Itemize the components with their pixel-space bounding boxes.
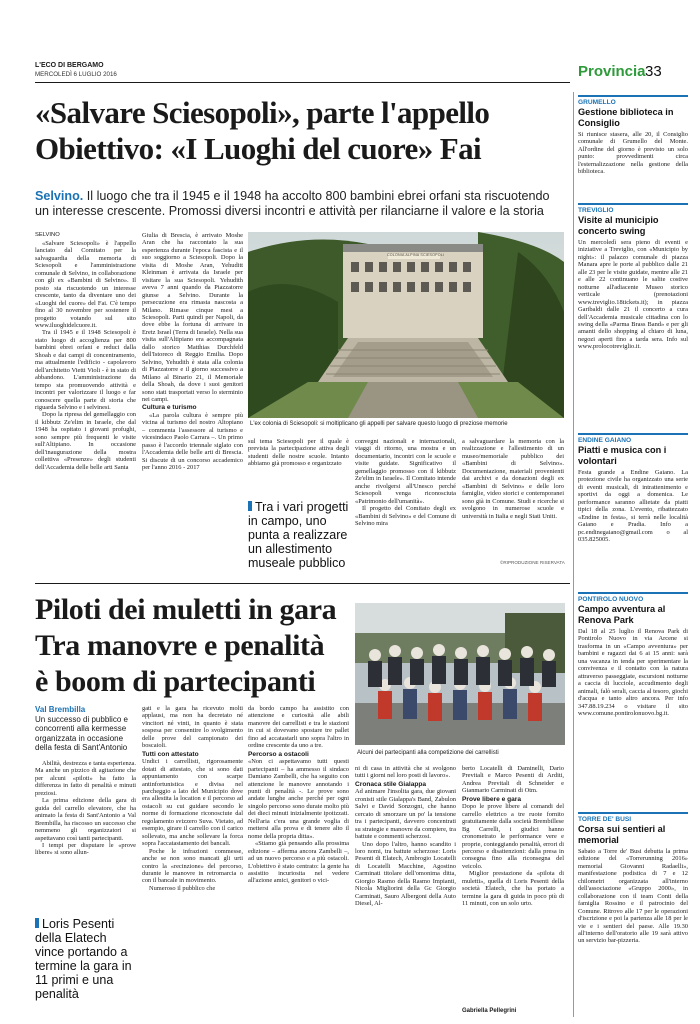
article2-headline-line3: è boom di partecipanti xyxy=(35,665,316,698)
a2c5-p3: Miglior prestazione da «pilota di muletti», quella di Loris Pesenti della società Elatech, che ha portato a termine la gara di guida in poco più di 11 minuti, con un solo urto. xyxy=(462,870,564,908)
article1-standfirst xyxy=(35,189,565,219)
sidebar-item-pontirolo-nuovo xyxy=(578,592,688,717)
masthead-rule xyxy=(35,82,570,83)
article1-pull-quote xyxy=(248,500,349,570)
a2c4-p2: Ad animare l'insolita gara, due giovani cronisti stile Gialappa's Band, Zabulon Salvi e David Sonzogni, che hanno cercato di smorzare un po' la tensione tra i partecipanti, davvero concentrati su strategie e manovre da compiere, tra battute e commenti scherzosi. xyxy=(355,788,456,841)
sidebar-label: ENDINE GAIANO xyxy=(578,433,688,444)
pull-quote-marker-2 xyxy=(35,918,39,928)
article1-headline-line1: «Salvare Sciesopoli», parte l'appello xyxy=(35,95,490,130)
sciesopoli-photo-caption: L'ex colonia di Sciesopoli: si moltiplicano gli appelli per salvare questo luogo di preziose memorie xyxy=(250,421,508,427)
pull-quote-text: Tra i vari progetti in campo, uno punta a realizzare un allestimento museale pubblico xyxy=(248,500,349,570)
sidebar-item-torre-de-busi xyxy=(578,812,688,945)
article1-column-1 xyxy=(35,240,136,565)
a2c4-p1: ni di casa in attività che si svolgono tutti i giorni nel loro posti di lavoro». xyxy=(355,765,456,780)
a2c3-p1: da bordo campo ha assistito con attenzione e curiosità alle abili manovre dei carrellisti e tra le stazioni in cui si dovevano spostare tre pallet fino ad accatastarli uno sopra l'altro in ordine crescente da uno a tre. xyxy=(248,705,349,750)
article1-column-5 xyxy=(462,438,564,558)
article2-pull-quote xyxy=(35,917,136,1001)
sidebar-body: Sabato a Torre de' Busi debutta la prima edizione del «Torrerunning 2016» memorial Giovanni Radaelli», manifestazione podistica di 7 e 12 chilometri organizzata all'interno dell'associazione «Gruppo 2000», in collaborazione con il team Conti della famiglia Rossino e il patrocinio del Comune. Ritrovo alle 17 per le operazioni d'iscrizione e poi la partenza alle 18 per le vie e i sentieri del paese. Alle 19.30 all'interno dell'oratorio alle 19 sarà attivo un servizio bar-pizzeria. xyxy=(578,848,688,945)
article2-column-3 xyxy=(248,705,349,1015)
article2-place: Val Brembilla xyxy=(35,705,86,714)
sidebar-title: Piatti e musica con i volontari xyxy=(578,445,667,466)
a2c2-p2: Undici i carrellisti, rigorosamente dotati di attestato, che si sono dati appuntamento con scarpe antinfortunistica e divisa nel parcheggio a lato del Municipio dove era allestita la location e il percorso ad ostacoli su cui guidare secondo le norme di formazione riconosciute dal regolamento svizzero Suva. Vietato, ad esempio, girare il carrello con il carico sollevato, ma anche sollevare la forca sopra l'accatastamento dei bancali. xyxy=(142,758,243,848)
section-name: Provincia xyxy=(578,63,646,80)
sidebar-item-treviglio xyxy=(578,203,688,351)
sidebar-label: PONTIROLO NUOVO xyxy=(578,592,688,603)
sidebar-title: Visite al municipio concerto swing xyxy=(578,215,659,236)
a1c1-p1: «Salvare Sciesopoli» è l'appello lanciato dal Comitato per la salvaguardia della memoria di Sciesopoli e l'amministrazione comunale di Selvino, in collaborazione con gli ex «Bambini di Selvino». Il posto sta riscuotendo un interesse crescente, tanto da diventare uno dei «Luoghi del cuore» del Fai. C'è tempo fino al 30 novembre per sostenere il progetto votando sul sito www.iluoghidelcuore.it. xyxy=(35,240,136,329)
article2-headline-line1: Piloti dei muletti in gara xyxy=(35,593,337,626)
sidebar-title: Campo avventura al Renova Park xyxy=(578,604,666,625)
article2-byline: Gabriella Pellegrini xyxy=(462,1008,517,1014)
sidebar-divider xyxy=(573,92,574,1017)
participants-group-image xyxy=(355,603,565,745)
article1-column-3 xyxy=(248,438,349,468)
a1c1-p2: Tra il 1945 e il 1948 Sciesopoli è stato luogo di accoglienza per 800 bambini ebrei orfani e reduci dalla Shoah e dai campi di concentramento, ma attualmente l'edificio - capolavoro dell'architetto Vietti Violi - è in stato di abbandono. L'amministrazione da tempo sta promuovendo attività e incontri per valorizzare il luogo e far conoscere quella parte di storia che riguarda Selvino e i selvinesi. xyxy=(35,329,136,411)
a2c5-p1: berto Locatelli di Daminelli, Dario Previtali e Marco Pesenti di Arditi, Andrea Previtali di Schneider e Gianmario Carminati di Otm. xyxy=(462,765,564,795)
sidebar-label: TORRE DE' BUSI xyxy=(578,812,688,823)
a1c1-p3: Dopo la ripresa del gemellaggio con il kibbutz Ze'elim in Israele, che dal 1948 ha ospitato i giovani profughi, sono sempre più frequenti le visite sull'Altipiano. In occasione dell'inaugurazione della mostra collettiva «Presenze» degli studenti dell'Accademia delle belle arti Santa xyxy=(35,411,136,471)
paper-name: L'ECO DI BERGAMO xyxy=(35,62,104,69)
a1c2-p2: «La parola cultura è sempre più vicina al turismo del nostro Altopiano – commenta l'assessore al turismo e vicesindaco Paolo Carrara –. Un primo passo è l'accordo triennale siglato con l'Accademia delle belle arti di Brescia. Si discute di un concorso accademico per l'anno 2016 - 2017 xyxy=(142,411,243,472)
building-sign: COLONIA ALPINA SCIESOPOLI xyxy=(387,253,445,257)
sidebar-item-endine-gaiano xyxy=(578,433,688,544)
a2c5-subhead: Prove libere e gara xyxy=(462,795,522,803)
sciesopoli-building-image xyxy=(248,232,564,418)
article2-column-2 xyxy=(142,705,243,1015)
a2c3-p2: «Non ci aspettavamo tutti questi partecipanti – ha ammesso il sindaco Damiano Zambelli, che ha seguito con attenzione le manovre annotando i punti di penalità -. Le prove sono andate lunghe anche perché per ogni singolo percorso sono durate molto più dei dieci minuti inizialmente ipotizzati. Nell'aria c'era una grande voglia di mettersi alla prova e di tenere alto il nome della propria ditta». xyxy=(248,758,349,840)
sidebar-label: GRUMELLO xyxy=(578,95,688,106)
copyright-note: ©RIPRODUZIONE RISERVATA xyxy=(500,560,565,565)
a2c1-p3: I tempi per disputare le «prove libere» si sono allun- xyxy=(35,841,136,857)
article1-headline xyxy=(35,95,565,167)
a1c2-subhead: Cultura e turismo xyxy=(142,404,197,412)
a2c1-p2: La prima edizione della gara di guida del carrello elevatore, che ha animato la festa di Sant'Antonio a Val Brembilla, ha riscosso un successo che nemmeno gli organizzatori si aspettavano così tanti partecipanti. xyxy=(35,797,136,842)
a2c2-p4: Numeroso il pubblico che xyxy=(149,884,216,892)
article2-standfirst xyxy=(35,705,135,753)
article2-headline xyxy=(35,592,355,700)
standfirst-text: Il luogo che tra il 1945 e il 1948 ha accolto 800 bambini ebrei orfani sta riscuotendo un interesse crescente. Promossi diversi incontri e attività per rilanciarne il valore e la storia xyxy=(35,189,550,218)
a2c4-p3: Uno dopo l'altro, hanno scandito i loro nomi, tra battute scherzose: Loris Pesenti di Elatech, Ambrogio Locatelli di Locatelli Macchine, Agostino Carminati titolare dell'omonima ditta, Giorgio Rasmo della Rasmo Impianti, Nicola Migliorini della Gc Giorgio Carminati, Sauro Albergoni della Auto Diesel, Al- xyxy=(355,840,456,908)
sciesopoli-photo xyxy=(248,232,564,418)
forklift-group-photo xyxy=(355,603,565,745)
forklift-photo-caption: Alcuni dei partecipanti alla competizione dei carrellisti xyxy=(357,750,499,756)
sidebar-title: Gestione biblioteca in Consiglio xyxy=(578,107,674,128)
pull-quote-marker xyxy=(248,501,252,511)
a1c5-p1: a salvaguardare la memoria con la realizzazione e l'allestimento di un museo/memoriale pubblico dei «Bambini di Selvino». Documentazione, materiali provenienti dai archivi e da donazioni degli ex «Bambini di Selvino» e delle loro famiglie, video storici e contemporanei sono già in Comune. Studi e ricerche si svolgono in numerose scuole e università in Italia e negli Stati Uniti. xyxy=(462,438,564,520)
sidebar-label: TREVIGLIO xyxy=(578,203,688,214)
article2-column-5 xyxy=(462,765,564,1005)
article2-pull-quote-text: Loris Pesenti della Elatech vince portando a termine la gara in 11 primi e una penalità xyxy=(35,917,132,1001)
sidebar-body: Si riunisce stasera, alle 20, il Consiglio comunale di Grumello del Monte. All'ordine del giorno è previsto un solo punto: provvedimenti circa l'esternalizzazione nella gestione della biblioteca. xyxy=(578,131,688,176)
article1-column-2 xyxy=(142,232,243,565)
article1-dateline: SELVINO xyxy=(35,232,60,238)
standfirst-place: Selvino. xyxy=(35,189,84,203)
a2c2-subhead: Tutti con attestato xyxy=(142,750,199,758)
sidebar-body: Dal 18 al 25 luglio il Renova Park di Pontirolo Nuovo in via Arcene si trasforma in un «Campo avventura» per bambini e ragazzi dai 6 ai 15 anni: sarà una vacanza in tenda per sperimentare la convivenza e il contatto con la natura attraverso passeggiate, escursioni notturne a caccia di lucciole, accudimento degli animali, falò serali, caccia al tesoro, giochi d'acqua e tanto altro ancora. Per info 347.88.19.234 o visitare il sito www.comune.pontirolonuovo.bg.it. xyxy=(578,628,688,717)
a1c3-p1: sul tema Sciesopoli per il quale è prevista la partecipazione attiva degli studenti delle nostre scuole. Intanto abbiamo già promosso e organizzato xyxy=(248,438,349,468)
article1-column-4 xyxy=(355,438,456,565)
issue-date: MERCOLEDÌ 6 LUGLIO 2016 xyxy=(35,71,117,78)
article-separator xyxy=(35,583,570,584)
a2c2-p3: Poche le infrazioni commesse, anche se non sono mancati gli urti contro la «recinzione» del percorso, durante le manovre in retromarcia o con il bancale in movimento. xyxy=(142,847,243,885)
article2-column-1 xyxy=(35,760,136,910)
a1c4-p2: Il progetto del Comitato degli ex «Bambini di Selvino» e del Comune di Selvino mira xyxy=(355,505,456,527)
a1c4-p1: convegni nazionali e internazionali, viaggi di ritorno, una mostra e un documentario, incontri con le scuole e visite guidate. Significativo il gemellaggio promosso con il kibbutz Ze'elim in Israele». Il Comitato intende anche rivolgersi all'Unesco perché Sciesopoli venga riconosciuta «Patrimonio dell'umanità». xyxy=(355,438,456,505)
a2c3-subhead: Percorso a ostacoli xyxy=(248,750,309,758)
sidebar-body: Festa grande a Endine Gaiano. La protezione civile ha organizzato una serie di eventi musicali, di intrattenimento e sportivi da oggi a domenica. Le performance saranno allietate da piatti tipici della zona. L'evento, ribattezzato «Endine in festa», si terrà nelle località Gaiano e Pradia. Info a pc.endinegaiano@gmail.com o al 035.825005. xyxy=(578,469,688,544)
sidebar-body: Un mercoledì sera pieno di eventi e iniziative a Treviglio, con «Municipio by night»: il palazzo comunale di piazza Manara apre le porte al pubblico dalle 21 alle 23 per le visite guidate, mentre alle 21 e alle 22 continuano le salite costive notturne all'adiacente Museo storico verticale (prenotazioni www.treviglio.18tickets.it); in piazza Garibaldi dalle 21 il concerto a cura dell'Accademia musicale cittadina con lo swing della «Parma Brass Band» e per gli amanti dello shopping al chiaro di luna, negozi aperti fino a tarda sera. Info sul www.prolocotreviglio.it. xyxy=(578,239,688,351)
sidebar-item-grumello xyxy=(578,95,688,176)
a2c3-p3: «Stiamo già pensando alla prossima edizione – afferma ancora Zambelli –, ad un nuovo percorso e a più ostacoli. L'obiettivo è stato centrato: la gente ha assistito incuriosita nel vedere all'azione amici, genitori o vici- xyxy=(248,840,349,885)
article1-headline-line2: Obiettivo: «I Luoghi del cuore» Fai xyxy=(35,131,482,166)
page-number: 33 xyxy=(645,63,662,80)
a2c5-p2: Dopo le prove libere al comandi del carrello elettrico a tre ruote fornito gratuitamente dalla società Brembillese Bg Carrelli, i giudici hanno cronometrato le performance vere e proprie, conteggiando penalità, errori di percorso e disattenzioni: dalla presa in consegna fino alla riconsegna del veicolo. xyxy=(462,803,564,870)
a2c4-subhead: Cronaca stile Gialappa xyxy=(355,780,427,788)
a2c2-p1: gati e la gara ha ricevuto molti applausi, ma non ha decretato né vincitori né vinti, in quanto è stata sospesa per consentire lo svolgimento delle prove del campionato dei boscaioli. xyxy=(142,705,243,750)
article2-standfirst-text: Un successo di pubblico e concorrenti alla kermesse organizzata in occasione della festa di Sant'Antonio xyxy=(35,714,128,752)
article2-headline-line2: Tra manovre e penalità xyxy=(35,629,325,662)
article2-column-4 xyxy=(355,765,456,1015)
a1c2-p1: Giulia di Brescia, è arrivato Moshe Aran che ha raccontato la sua esperienza durante l'epoca fascista e il suo soggiorno a Sciesopoli. Dopo la visita di Moshe Aran, Yehuditt Kleinman è arrivata da Israele per visitare la sua Sciesopoli. Yehudith aveva 7 anni quando da Piazzatorre giunse a Selvino. Durante la persecuzione era rimasta nascosta a Milano. Rimase cinque mesi a Sciesopoli. Parti quindi per Napoli, da dove ebbe la fortuna di arrivare in Eretz Israel (Terra di Israele). Nella sua visita sull'Altipiano era accompagnata dallo storico Matthias Durchfeld dell'Istoreco di Reggio Emilia. Dopo Selvino, Yehudith è stata alla colonia di Piazzatorre e il giorno successivo a Milano al Binario 21, il Memoriale della Shoah, da dove i suoi genitori sono stati trasportati verso lo sterminio nei campi. xyxy=(142,232,243,403)
a2c1-p1: Abilità, destrezza e tanta esperienza. Ma anche un pizzico di agitazione che per alcuni «piloti» ha fatto la differenza in fatto di penalità e minuti preziosi. xyxy=(35,760,136,797)
sidebar-title: Corsa sui sentieri al memorial xyxy=(578,824,666,845)
